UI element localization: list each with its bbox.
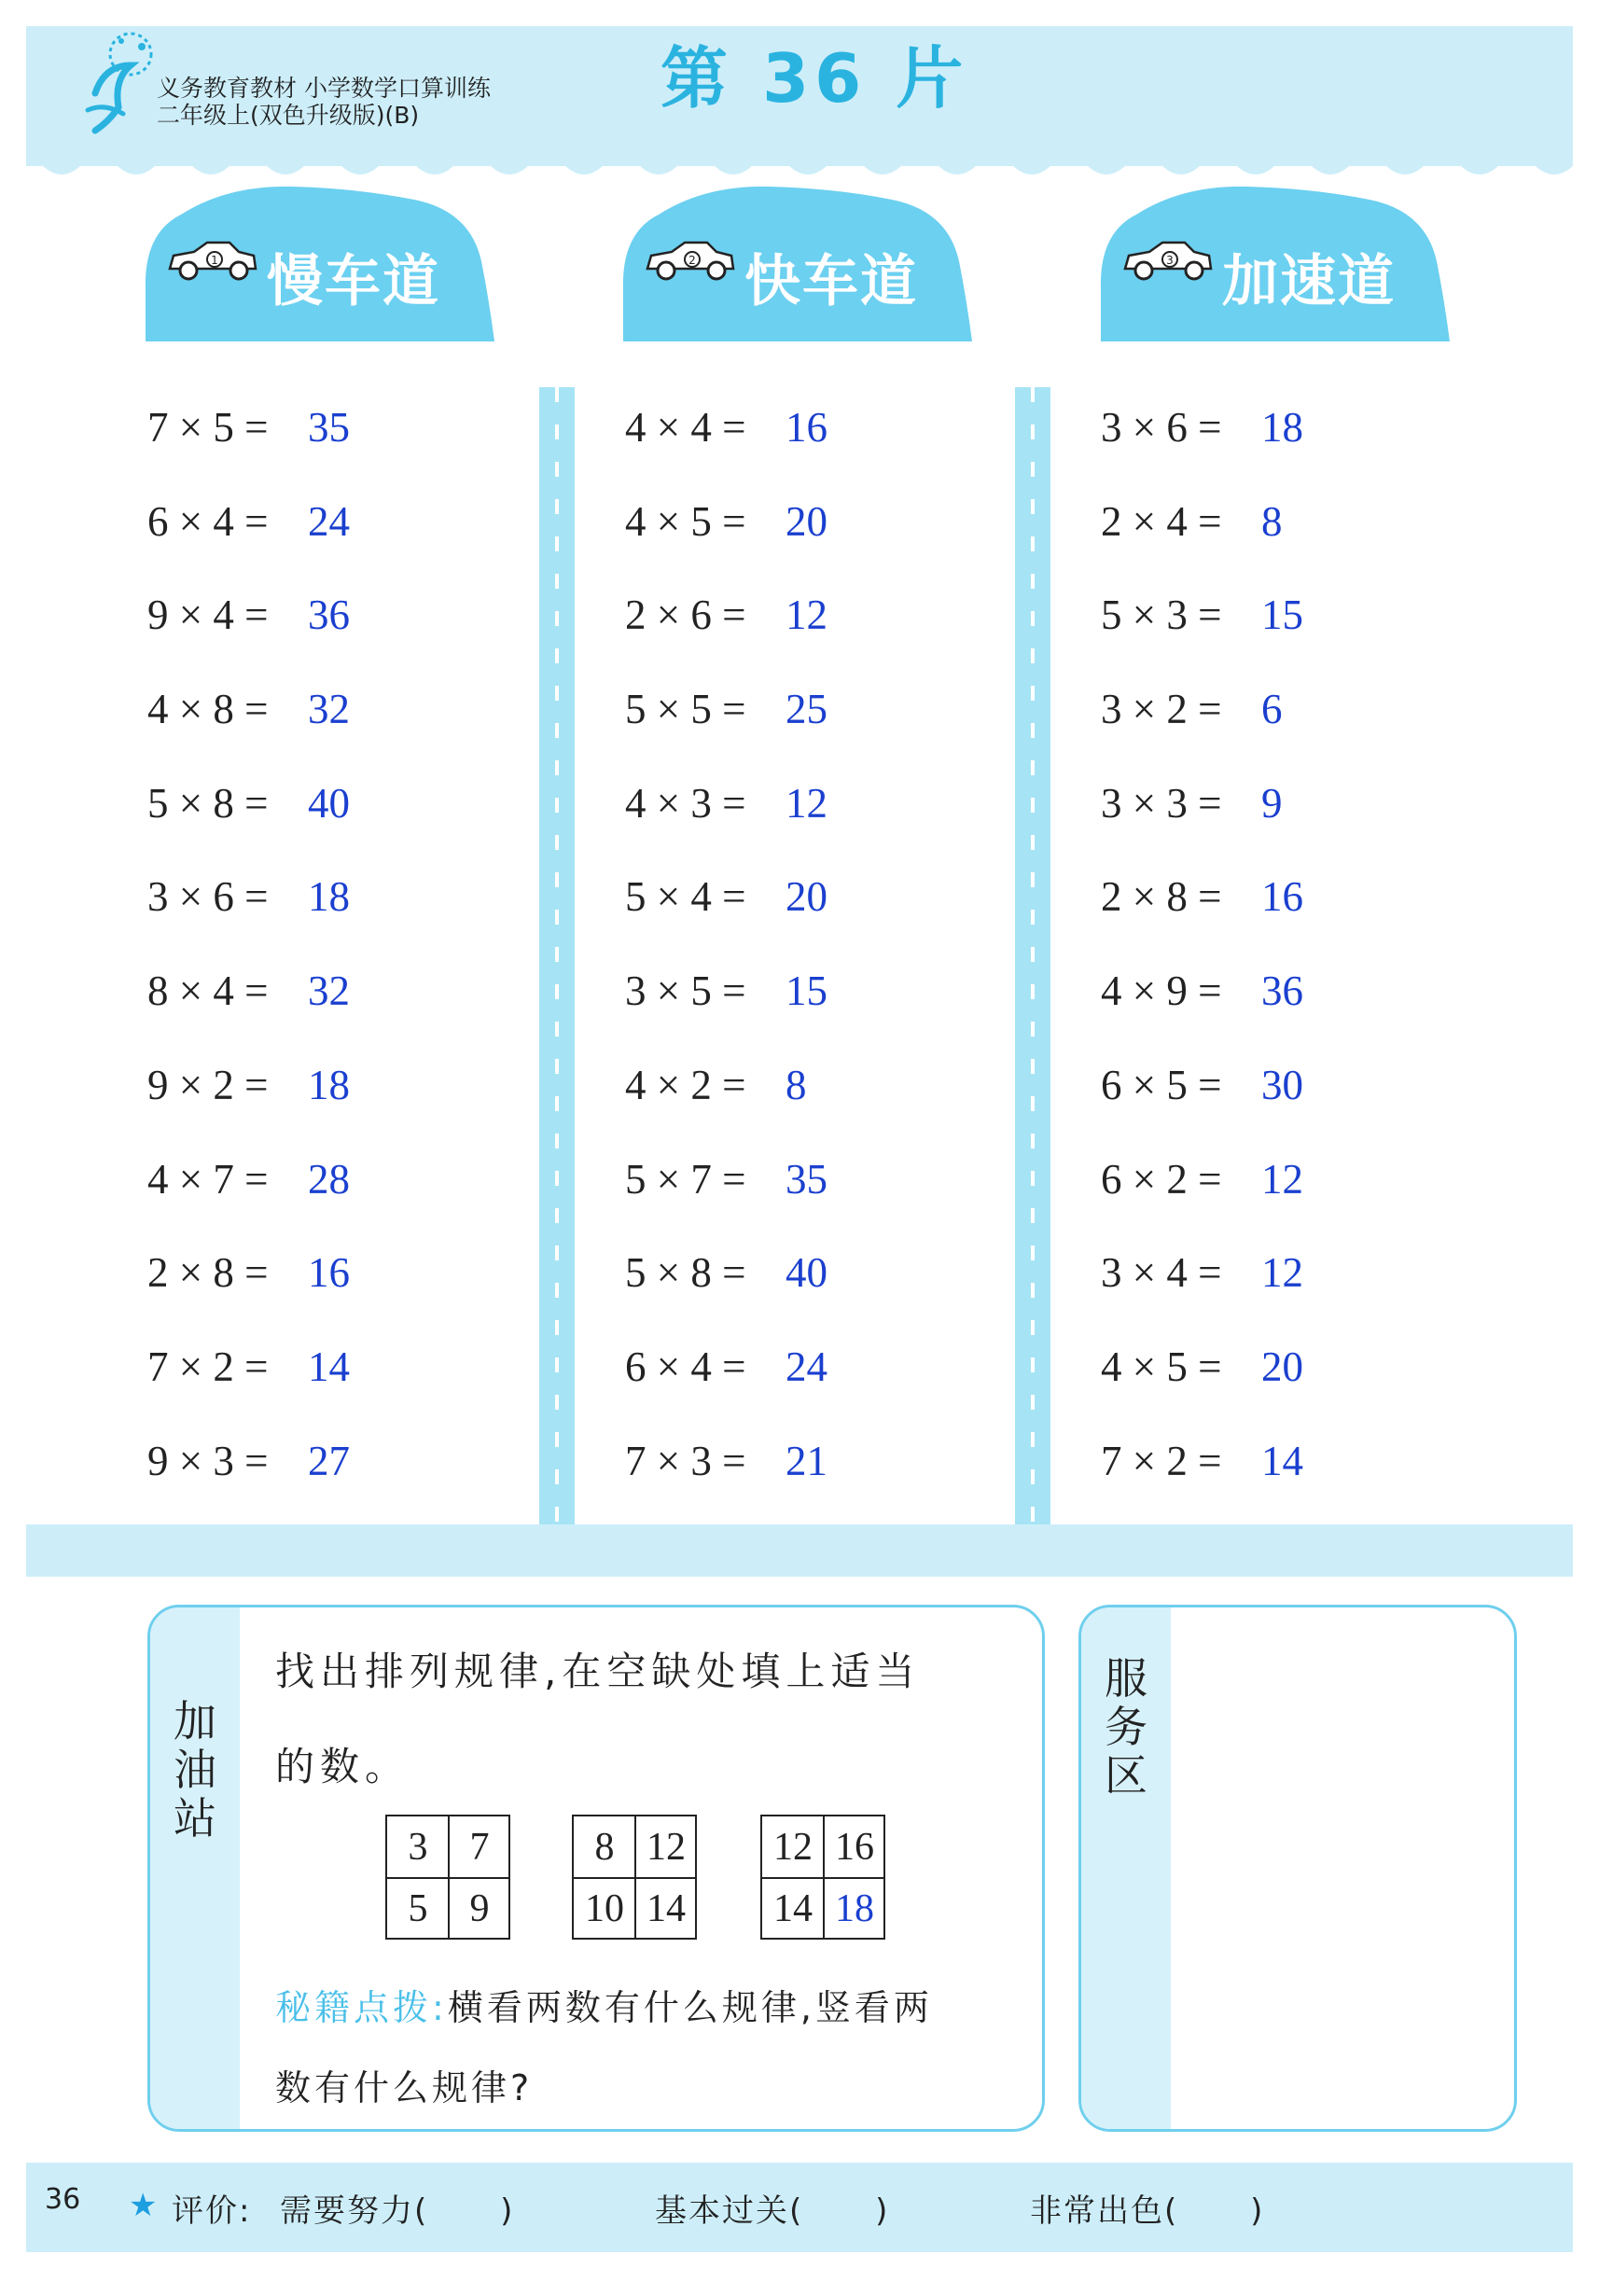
station-title-char: 加 xyxy=(174,1696,216,1746)
car-number: 2 xyxy=(688,254,696,267)
equation-row xyxy=(1101,1329,1343,1424)
equation-question: 2 × 4 = xyxy=(1101,497,1222,545)
race-car-icon xyxy=(644,235,737,284)
equation-row xyxy=(147,672,390,766)
equation-answer[interactable]: 8 xyxy=(786,1061,807,1108)
equation-answer[interactable]: 20 xyxy=(786,873,827,921)
equation-answer[interactable]: 35 xyxy=(786,1155,827,1203)
lane-divider-1 xyxy=(539,387,575,1525)
equation-answer[interactable]: 12 xyxy=(1261,1249,1303,1297)
equation-question: 3 × 6 = xyxy=(1101,404,1222,451)
equation-question: 6 × 2 = xyxy=(1101,1155,1222,1203)
equation-row xyxy=(1101,390,1343,484)
rating-option-basic-pass[interactable]: 基本过关( ) xyxy=(655,2192,890,2230)
lane-header-accel xyxy=(1099,177,1452,341)
tip-line-2: 数有什么规律? xyxy=(275,2067,534,2108)
number-grid-1 xyxy=(385,1815,510,1940)
equation-answer[interactable]: 18 xyxy=(308,1061,350,1108)
lane-title: 加速道 xyxy=(1222,249,1396,314)
equation-row xyxy=(1101,484,1343,578)
equation-question: 4 × 4 = xyxy=(625,404,746,451)
car-number: 3 xyxy=(1166,254,1174,267)
lane-header-fast xyxy=(621,177,974,341)
equation-answer[interactable]: 24 xyxy=(786,1343,827,1390)
lane-divider-2 xyxy=(1015,387,1050,1525)
page-number: 36 xyxy=(45,2183,81,2216)
equation-question: 3 × 3 = xyxy=(1101,779,1222,827)
refuel-station-box xyxy=(147,1605,1045,2132)
task-line-1: 找出排列规律,在空缺处填上适当 xyxy=(275,1649,921,1694)
equation-question: 2 × 8 = xyxy=(1101,873,1222,921)
equation-answer[interactable]: 40 xyxy=(786,1249,827,1297)
equation-answer[interactable]: 18 xyxy=(308,873,350,921)
equation-answer[interactable]: 27 xyxy=(308,1437,350,1484)
equation-row xyxy=(625,484,868,578)
equation-question: 2 × 8 = xyxy=(147,1249,269,1297)
equation-question: 9 × 4 = xyxy=(147,591,269,639)
equation-question: 5 × 3 = xyxy=(1101,591,1222,639)
equation-question: 4 × 5 = xyxy=(625,497,746,545)
book-line-2: 二年级上(双色升级版)(B) xyxy=(157,102,420,129)
service-title-char: 服 xyxy=(1105,1653,1147,1704)
station-side-strip xyxy=(150,1607,240,2129)
equation-row xyxy=(1101,1424,1343,1518)
station-title-char: 站 xyxy=(174,1793,216,1844)
equation-question: 4 × 2 = xyxy=(625,1061,746,1108)
equation-answer[interactable]: 36 xyxy=(308,591,350,639)
service-title-char: 务 xyxy=(1105,1702,1147,1752)
lane-header-slow xyxy=(144,177,496,341)
equation-row xyxy=(1101,577,1343,672)
equation-row xyxy=(1101,859,1343,953)
equation-row xyxy=(625,577,868,672)
equation-question: 4 × 5 = xyxy=(1101,1343,1222,1390)
equation-question: 7 × 5 = xyxy=(147,404,269,451)
book-info xyxy=(157,75,491,129)
service-side-strip xyxy=(1081,1607,1171,2129)
grid-cell: 9 xyxy=(469,1887,490,1930)
equation-answer[interactable]: 16 xyxy=(308,1249,350,1297)
number-grid-2 xyxy=(572,1815,697,1940)
equation-answer[interactable]: 20 xyxy=(1261,1343,1303,1390)
station-tip xyxy=(275,1968,1022,2128)
equation-answer[interactable]: 15 xyxy=(786,967,827,1015)
equation-question: 4 × 3 = xyxy=(625,779,746,827)
number-grid-3 xyxy=(760,1815,885,1940)
rating-label: 评价: xyxy=(172,2192,252,2230)
grid-cell: 14 xyxy=(773,1887,813,1930)
equation-answer[interactable]: 6 xyxy=(1261,686,1283,733)
task-line-2: 的数。 xyxy=(275,1744,410,1789)
equation-row xyxy=(147,1424,390,1518)
equation-question: 5 × 8 = xyxy=(147,779,269,827)
equation-row xyxy=(147,766,390,860)
equation-column-accel xyxy=(1101,390,1343,1517)
equation-row xyxy=(1101,672,1343,766)
equation-answer[interactable]: 12 xyxy=(786,779,827,827)
equation-answer[interactable]: 25 xyxy=(786,686,827,733)
equation-question: 5 × 5 = xyxy=(625,686,746,733)
equation-row xyxy=(147,1048,390,1142)
car-number: 1 xyxy=(211,254,218,267)
grid-cell: 10 xyxy=(585,1887,624,1930)
equation-question: 5 × 7 = xyxy=(625,1155,746,1203)
equation-question: 4 × 7 = xyxy=(147,1155,269,1203)
equation-column-slow xyxy=(147,390,390,1517)
equation-row xyxy=(147,859,390,953)
equation-row xyxy=(1101,953,1343,1048)
mascot-logo-icon xyxy=(76,28,160,140)
equation-answer[interactable]: 32 xyxy=(308,967,350,1015)
service-area-box xyxy=(1078,1605,1517,2132)
grid-cell: 12 xyxy=(647,1826,686,1869)
equation-row xyxy=(147,1329,390,1424)
equation-answer[interactable]: 28 xyxy=(308,1155,350,1203)
equation-row xyxy=(625,1235,868,1329)
equation-row xyxy=(147,577,390,672)
equation-question: 2 × 6 = xyxy=(625,591,746,639)
equation-row xyxy=(147,1142,390,1236)
equation-question: 3 × 4 = xyxy=(1101,1249,1222,1297)
equation-answer[interactable]: 12 xyxy=(1261,1155,1303,1203)
equation-answer[interactable]: 20 xyxy=(786,497,827,545)
equation-question: 8 × 4 = xyxy=(147,967,269,1015)
equation-question: 5 × 4 = xyxy=(625,873,746,921)
grid-cell: 3 xyxy=(408,1826,428,1869)
tip-line-1: 横看两数有什么规律,竖看两 xyxy=(447,1987,933,2028)
lane-title: 快车道 xyxy=(744,249,918,314)
equation-row xyxy=(625,390,868,484)
equation-question: 3 × 2 = xyxy=(1101,686,1222,733)
equation-question: 7 × 3 = xyxy=(625,1437,746,1484)
page-title: 第 36 片 xyxy=(660,39,969,118)
tip-label: 秘籍点拨: xyxy=(275,1987,448,2028)
equation-row xyxy=(147,1235,390,1329)
equation-answer[interactable]: 16 xyxy=(786,404,827,451)
equation-row xyxy=(625,1329,868,1424)
equation-answer[interactable]: 36 xyxy=(1261,967,1303,1015)
equation-answer[interactable]: 30 xyxy=(1261,1061,1303,1108)
equation-row xyxy=(147,390,390,484)
equation-row xyxy=(1101,1048,1343,1142)
middle-band xyxy=(26,1524,1573,1577)
equation-row xyxy=(625,1142,868,1236)
equation-answer[interactable]: 16 xyxy=(1261,873,1303,921)
equation-row xyxy=(625,766,868,860)
equation-question: 9 × 2 = xyxy=(147,1061,269,1108)
equation-question: 3 × 6 = xyxy=(147,873,269,921)
rating-option-needs-effort[interactable]: 需要努力( ) xyxy=(280,2192,515,2230)
equation-column-fast xyxy=(625,390,868,1517)
star-icon: ★ xyxy=(129,2187,158,2224)
race-car-icon xyxy=(1121,235,1215,284)
equation-answer[interactable]: 40 xyxy=(308,779,350,827)
equation-question: 9 × 3 = xyxy=(147,1437,269,1484)
station-task xyxy=(275,1624,1022,1815)
equation-answer[interactable]: 14 xyxy=(1261,1437,1303,1484)
grid-cell: 8 xyxy=(594,1826,615,1869)
grid-cell: 12 xyxy=(773,1826,813,1869)
equation-question: 6 × 5 = xyxy=(1101,1061,1222,1108)
equation-row xyxy=(147,953,390,1048)
lane-title: 慢车道 xyxy=(267,249,440,314)
equation-row xyxy=(625,672,868,766)
equation-question: 7 × 2 = xyxy=(147,1343,269,1390)
equation-row xyxy=(625,1424,868,1518)
equation-row xyxy=(625,859,868,953)
equation-answer[interactable]: 14 xyxy=(308,1343,350,1390)
grid-cell: 16 xyxy=(835,1826,874,1869)
equation-question: 5 × 8 = xyxy=(625,1249,746,1297)
equation-answer[interactable]: 32 xyxy=(308,686,350,733)
service-title-char: 区 xyxy=(1105,1750,1147,1801)
equation-answer[interactable]: 8 xyxy=(1261,497,1283,545)
equation-row xyxy=(1101,766,1343,860)
equation-answer[interactable]: 21 xyxy=(786,1437,827,1484)
equation-answer[interactable]: 35 xyxy=(308,404,350,451)
equation-answer[interactable]: 15 xyxy=(1261,591,1303,639)
equation-row xyxy=(1101,1235,1343,1329)
equation-question: 6 × 4 = xyxy=(625,1343,746,1390)
equation-row xyxy=(625,1048,868,1142)
equation-question: 4 × 9 = xyxy=(1101,967,1222,1015)
book-line-1: 义务教育教材 小学数学口算训练 xyxy=(157,75,491,102)
equation-answer[interactable]: 12 xyxy=(786,591,827,639)
equation-question: 6 × 4 = xyxy=(147,497,269,545)
grid-answer-cell: 18 xyxy=(835,1887,874,1930)
grid-cell: 7 xyxy=(469,1826,490,1869)
equation-question: 4 × 8 = xyxy=(147,686,269,733)
race-car-icon xyxy=(166,235,259,284)
equation-question: 7 × 2 = xyxy=(1101,1437,1222,1484)
equation-row xyxy=(147,484,390,578)
equation-answer[interactable]: 18 xyxy=(1261,404,1303,451)
equation-answer[interactable]: 9 xyxy=(1261,779,1283,827)
equation-question: 3 × 5 = xyxy=(625,967,746,1015)
equation-answer[interactable]: 24 xyxy=(308,497,350,545)
grid-cell: 14 xyxy=(647,1887,686,1930)
equation-row xyxy=(1101,1142,1343,1236)
station-title-char: 油 xyxy=(174,1745,216,1795)
equation-row xyxy=(625,953,868,1048)
rating-option-excellent[interactable]: 非常出色( ) xyxy=(1030,2192,1265,2230)
grid-cell: 5 xyxy=(408,1887,428,1930)
